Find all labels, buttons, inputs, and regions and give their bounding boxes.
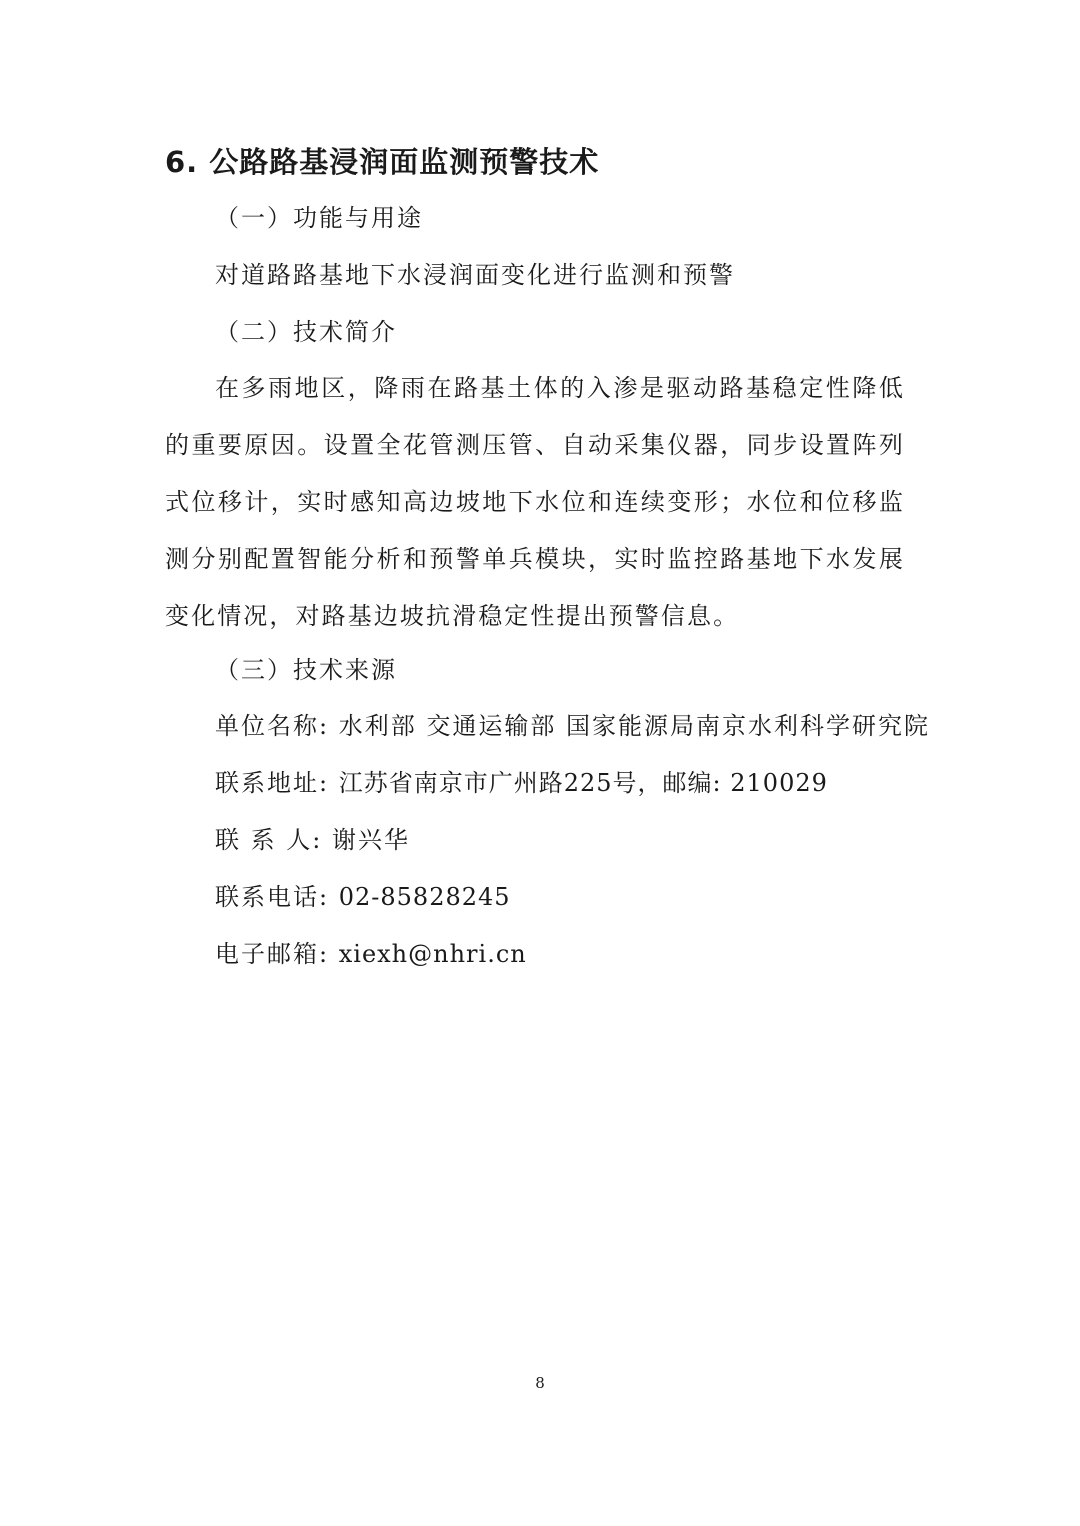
address-value: 江苏省南京市广州路225号，邮编: 210029 bbox=[338, 769, 828, 797]
email-row bbox=[215, 934, 527, 969]
document-title: 6. 公路路基浸润面监测预警技术 bbox=[165, 145, 600, 179]
phone-label: 联系电话: bbox=[215, 883, 330, 911]
contact-person-label: 联 系 人: bbox=[215, 826, 323, 854]
section-heading-function: （一）功能与用途 bbox=[215, 204, 423, 232]
email-value: xiexh@nhri.cn bbox=[338, 940, 527, 968]
email-label: 电子邮箱: bbox=[215, 940, 330, 968]
section-heading-source: （三）技术来源 bbox=[215, 656, 397, 684]
function-description: 对道路路基地下水浸润面变化进行监测和预警 bbox=[215, 261, 735, 289]
contact-person-value: 谢兴华 bbox=[331, 826, 410, 854]
section-heading-intro: （二）技术简介 bbox=[215, 318, 397, 346]
unit-label: 单位名称: bbox=[215, 712, 330, 740]
address-label: 联系地址: bbox=[215, 769, 330, 797]
phone-row bbox=[215, 877, 511, 912]
phone-value: 02-85828245 bbox=[338, 883, 511, 911]
unit-row bbox=[215, 706, 930, 741]
address-row bbox=[215, 763, 828, 798]
technology-introduction: 在多雨地区，降雨在路基土体的入渗是驱动路基稳定性降低的重要原因。设置全花管测压管、自动采集仪器，同步设置阵列式位移计，实时感知高边坡地下水位和连续变形；水位和位移监测分别配置智能分析和预警单兵模块，实时监控路基地下水发展变化情况，对路基边坡抗滑稳定性提出预警信息。 bbox=[165, 374, 905, 630]
unit-value: 水利部 交通运输部 国家能源局南京水利科学研究院 bbox=[338, 712, 930, 740]
page-number: 8 bbox=[535, 1374, 545, 1392]
contact-person-row bbox=[215, 820, 410, 855]
